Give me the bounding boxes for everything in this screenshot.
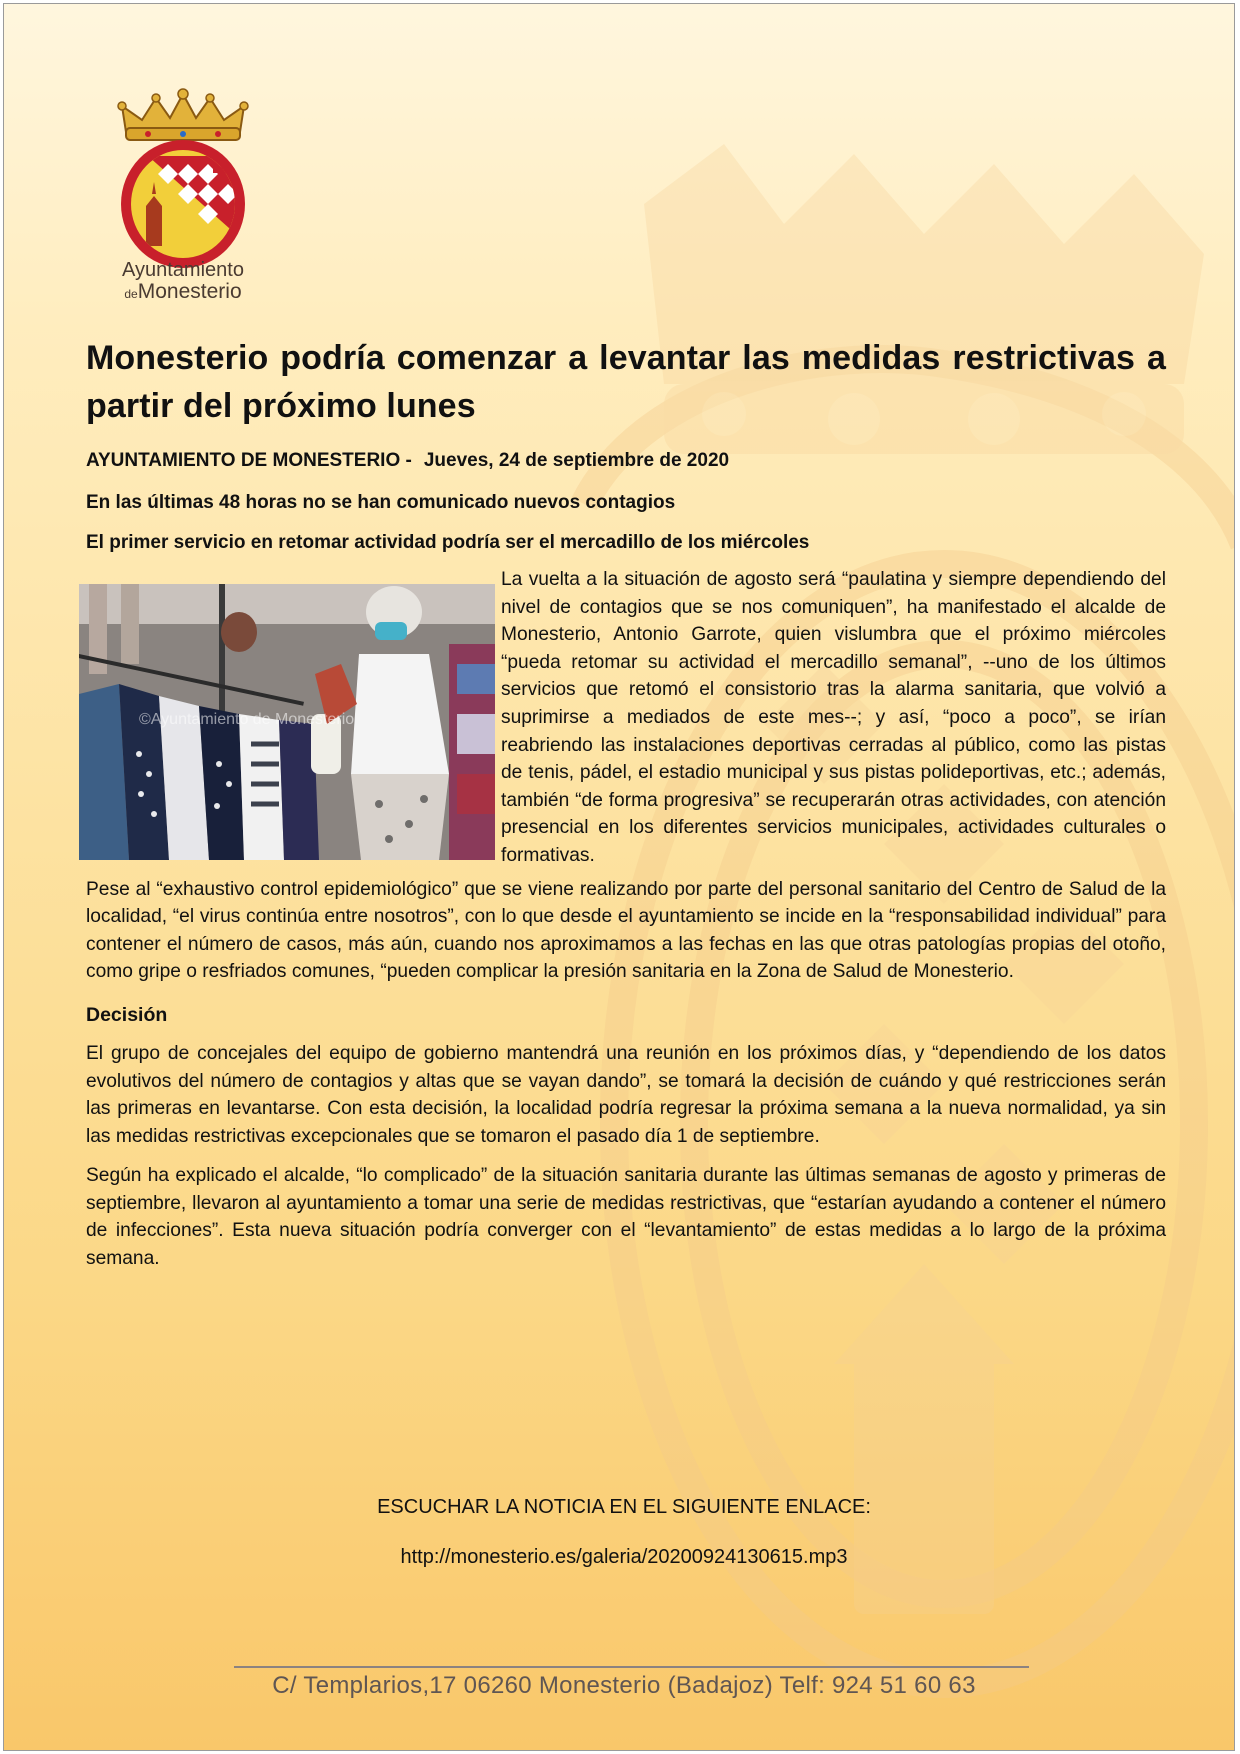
logo-name-prefix: de (124, 287, 138, 301)
article (86, 334, 1166, 1273)
audio-link[interactable]: http://monesterio.es/galeria/20200924130615.mp3 (400, 1546, 848, 1568)
footer-address: C/ Templarios,17 06260 Monesterio (Badajoz) Telf: 924 51 60 63 (272, 1672, 976, 1699)
photo-watermark: ©Ayuntamiento de Monesterio (139, 711, 355, 728)
logo-name-line2 (108, 280, 258, 306)
crown-icon (118, 89, 248, 140)
footer-divider (234, 1666, 1029, 1668)
article-paragraph-2: Pese al “exhaustivo control epidemiológico” que se viene realizando por parte del personal sanitario del Centro de Salud de la localidad, “el virus continúa entre nosotros”, con lo que desde el ayuntamiento se incide en la “responsabilidad individual” para contener el número de casos, más aún, cuando nos aproximamos a las fechas en las que otras patologías propias del otoño, como gripe o resfriados comunes, “pueden complicar la presión sanitaria en la Zona de Salud de Monesterio. (86, 878, 1166, 983)
article-paragraph-3: El grupo de concejales del equipo de gobierno mantendrá una reunión en los próximos días, y “dependiendo de los datos evolutivos del número de contagios y altas que se vayan dando”, se tomará la decisión de cuándo y qué restricciones serán las primeras en levantarse. Con esta decisión, la localidad podría regresar la próxima semana a la nueva normalidad, ya sin las medidas restrictivas excepcionales que se tomaron el pasado día 1 de septiembre. (86, 1042, 1166, 1147)
article-title: Monesterio podría comenzar a levantar las medidas restrictivas a partir del próximo lunes (86, 339, 1166, 425)
article-paragraph-4: Según ha explicado el alcalde, “lo complicado” de la situación sanitaria durante las últimas semanas de agosto y primeras de septiembre, llevaron al ayuntamiento a tomar una serie de medidas restrictivas, que “estarían ayudando a contener el número de infecciones”. Esta nueva situación podría converger con el “levantamiento” de estas medidas a lo largo de la próxima semana. (86, 1165, 1166, 1270)
market-photo (79, 584, 495, 860)
listen-label: ESCUCHAR LA NOTICIA EN EL SIGUIENTE ENLACE: (377, 1496, 871, 1518)
article-subtitle-2: El primer servicio en retomar actividad podría ser el mercadillo de los miércoles (86, 532, 810, 553)
logo-name-line1: Ayuntamiento (122, 259, 244, 281)
article-date: Jueves, 24 de septiembre de 2020 (423, 450, 730, 471)
article-meta (86, 448, 1166, 474)
document-page (3, 3, 1235, 1751)
article-subtitle-1: En las últimas 48 horas no se han comunicado nuevos contagios (86, 492, 676, 513)
article-paragraph-1: La vuelta a la situación de agosto será “paulatina y siempre dependiendo del nivel de contagios que se nos comuniquen”, ha manifestado el alcalde de Monesterio, Antonio Garrote, quien vislumbra que el próximo miércoles “pueda retomar su actividad el mercadillo semanal”, --uno de los últimos servicios que retomó el consistorio tras la alarma sanitaria, que volvió a suprimirse a mediados de este mes--; y así, “poco a poco”, se irían reabriendo las instalaciones deportivas cerradas al público, como las pistas de tenis, pádel, el estadio municipal y sus pistas polideportivas, etc.; además, también “de forma progresiva” se recuperarán otras actividades, con atención presencial en los diferentes servicios municipales, actividades culturales o formativas. (501, 569, 1166, 866)
market-photo-image (79, 584, 495, 860)
article-source: AYUNTAMIENTO DE MONESTERIO - (86, 450, 412, 471)
shield-icon (121, 140, 245, 268)
section-heading: Decisión (86, 1003, 168, 1026)
logo-name-town: Monesterio (137, 280, 242, 303)
article-body-top (86, 566, 1166, 870)
